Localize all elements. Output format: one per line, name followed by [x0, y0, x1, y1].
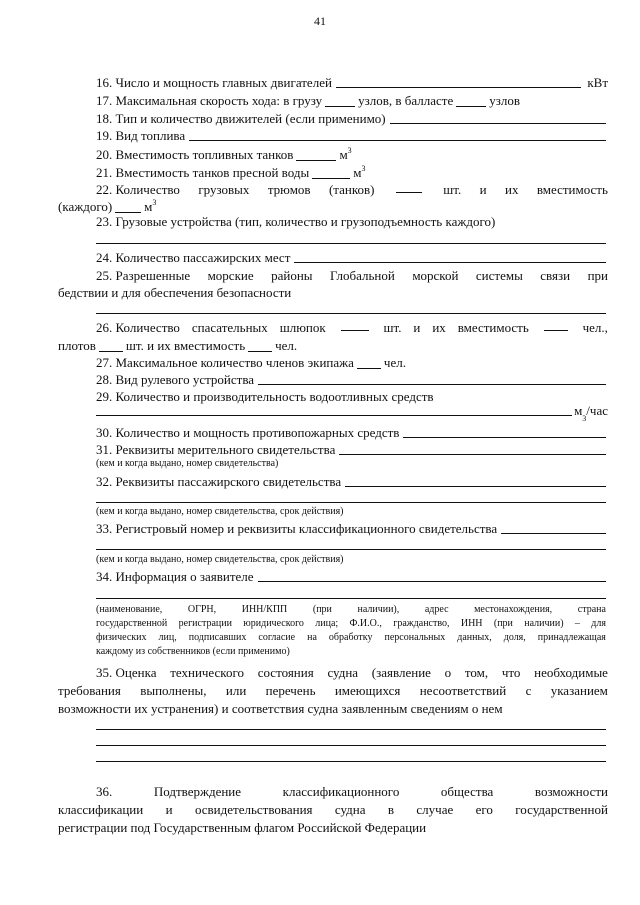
field-19-fuel-type: 19. Вид топлива	[96, 128, 608, 144]
field-34-applicant: 34. Информация о заявителе	[96, 569, 608, 585]
field-22-count-blank[interactable]	[396, 182, 422, 193]
field-31-blank[interactable]	[339, 454, 606, 455]
field-25-continuation: бедствии и для обеспечения безопасности	[58, 285, 292, 300]
field-20-fuel-tanks: 20. Вместимость топливных танков $м^3$	[96, 146, 352, 162]
field-24-passenger-places: 24. Количество пассажирских мест	[96, 250, 608, 266]
field-26-boats-blank[interactable]	[341, 320, 369, 331]
field-35-blank-1[interactable]	[96, 729, 606, 730]
field-35-blank-3[interactable]	[96, 761, 606, 762]
field-26-rafts-blank[interactable]	[99, 341, 123, 352]
page-number: 41	[314, 14, 326, 28]
field-21-blank[interactable]	[312, 168, 350, 179]
field-32-blank[interactable]	[345, 486, 606, 487]
field-30-firefighting: 30. Количество и мощность противопожарных средств	[96, 425, 608, 441]
field-22-cargo-holds: 22. Количество грузовых трюмов (танков) шт. и их вместимость	[96, 182, 608, 197]
field-17-max-speed: 17. Максимальная скорость хода: в грузу узлов, в балласте узлов	[96, 93, 521, 108]
field-33-note: (кем и когда выдано, номер свидетельства, срок действия)	[96, 554, 344, 565]
field-28-blank[interactable]	[258, 384, 606, 385]
field-23-cargo-gear: 23. Грузовые устройства (тип, количество и грузоподъемность каждого)	[96, 214, 496, 229]
field-34-blank-line[interactable]	[96, 598, 606, 599]
field-33-class-cert: 33. Регистровый номер и реквизиты классификационного свидетельства	[96, 521, 608, 537]
field-28-steering-gear: 28. Вид рулевого устройства	[96, 372, 608, 388]
field-17-ballast-blank[interactable]	[456, 96, 486, 107]
field-35-line2: требования выполнены, или перечень имеющихся несоответствий с указанием	[58, 683, 608, 698]
field-18-blank[interactable]	[390, 123, 606, 124]
field-33-blank[interactable]	[501, 533, 606, 534]
field-34-note-line4: каждому из собственников (если применимо)	[96, 646, 290, 657]
field-36-line3: регистрации под Государственным флагом Российской Федерации	[58, 820, 427, 835]
field-21-fresh-water-tanks: 21. Вместимость танков пресной воды $м^3$	[96, 164, 366, 180]
field-29-capacity-line: м 3 /час	[96, 403, 608, 419]
field-35-blank-2[interactable]	[96, 745, 606, 746]
field-31-tonnage-cert: 31. Реквизиты мерительного свидетельства	[96, 442, 608, 458]
field-36-class-society-confirmation: 36. Подтверждение классификационного общества возможности	[96, 784, 608, 799]
field-27-max-crew: 27. Максимальное количество членов экипажа чел.	[96, 355, 406, 370]
field-31-note: (кем и когда выдано, номер свидетельства)	[96, 458, 279, 469]
field-26-boat-capacity-blank[interactable]	[544, 320, 568, 331]
field-34-note-line2: государственной регистрации юридического лица; Ф.И.О., гражданство, ИНН (при наличии) – для	[96, 618, 606, 629]
field-27-blank[interactable]	[357, 358, 381, 369]
field-25-blank[interactable]	[96, 313, 606, 314]
field-16-main-engines: 16. Число и мощность главных двигателей кВт	[96, 75, 608, 90]
field-34-note-line1: (наименование, ОГРН, ИНН/КПП (при наличии), адрес местонахождения, страна	[96, 604, 606, 615]
field-32-blank-line[interactable]	[96, 502, 606, 503]
field-20-blank[interactable]	[296, 150, 336, 161]
field-22-capacity-blank[interactable]	[115, 202, 141, 213]
field-32-note: (кем и когда выдано, номер свидетельства, срок действия)	[96, 506, 344, 517]
field-26-raft-capacity-blank[interactable]	[248, 341, 272, 352]
field-26-lifeboats: 26. Количество спасательных шлюпок шт. и их вместимость чел.,	[96, 320, 608, 335]
field-35-line3: возможности их устранения) и соответствия судна заявленным сведениям о нем	[58, 701, 503, 716]
field-34-note-line3: физических лиц, подписавших согласие на обработку персональных данных, доля, принадлежащая	[96, 632, 606, 643]
field-35-technical-condition: 35. Оценка технического состояния судна (заявление о том, что необходимые	[96, 665, 608, 680]
field-24-blank[interactable]	[294, 262, 606, 263]
field-29-bilge-pumps: 29. Количество и производительность водоотливных средств	[96, 389, 434, 404]
field-18-propulsors: 18. Тип и количество движителей (если применимо)	[96, 111, 608, 127]
field-30-blank[interactable]	[403, 437, 606, 438]
field-16-blank[interactable]	[336, 87, 581, 88]
field-25-gmdss-areas: 25. Разрешенные морские районы Глобальной морской системы связи при	[96, 268, 608, 283]
field-36-line2: классификации и освидетельствования судна в случае его государственной	[58, 802, 608, 817]
field-33-blank-line[interactable]	[96, 549, 606, 550]
field-34-blank[interactable]	[258, 581, 606, 582]
field-17-laden-blank[interactable]	[325, 96, 355, 107]
field-26-rafts: плотов шт. и их вместимость чел.	[58, 338, 298, 353]
field-19-blank[interactable]	[189, 140, 606, 141]
field-32-passenger-cert: 32. Реквизиты пассажирского свидетельства	[96, 474, 608, 490]
field-22-continuation: (каждого) $м^3$	[58, 198, 157, 214]
field-29-blank[interactable]	[96, 415, 572, 416]
field-23-blank[interactable]	[96, 243, 606, 244]
